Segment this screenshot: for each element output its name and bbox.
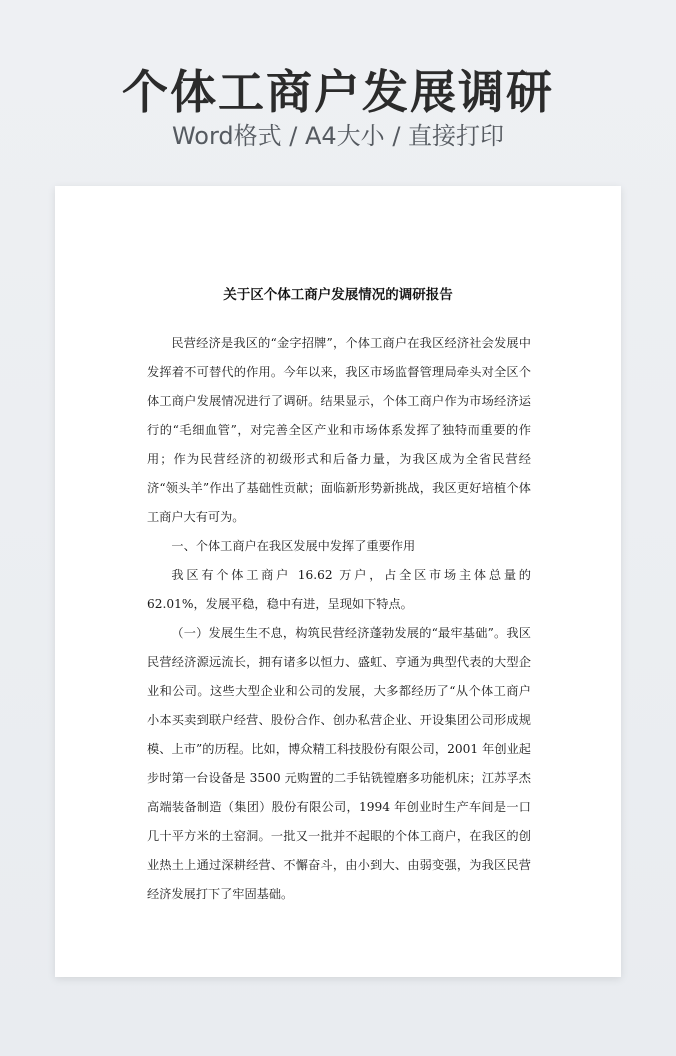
document-title: 关于区个体工商户发展情况的调研报告 (223, 287, 453, 303)
banner-subtitle: Word格式 / A4大小 / 直接打印 (171, 122, 505, 150)
document-page (55, 186, 621, 977)
paragraph-development: （一）发展生生不息，构筑民营经济蓬勃发展的“最牢基础”。我区民营经济源远流长，拥有诸多以恒力、盛虹、亨通为典型代表的大型企业和公司。这些大型企业和公司的发展，大多都经历了“从个体工商户小本买卖到联户经营、股份合作、创办私营企业、开设集团公司形成规模、上市”的历程。比如，博众精工科技股份有限公司，2001 年创业起步时第一台设备是 3500 元购置的二手钻铣镗磨多功能机床；江苏孚杰高端装备制造（集团）股份有限公司，1994 年创业时生产车间是一口几十平方米的土窑洞。一批又一批并不起眼的个体工商户，在我区的创业热土上通过深耕经营、不懈奋斗，由小到大、由弱变强，为我区民营经济发展打下了牢固基础。 (147, 626, 531, 901)
document-body (147, 329, 531, 909)
section-heading: 一、个体工商户在我区发展中发挥了重要作用 (171, 539, 416, 553)
paragraph-stats: 我区有个体工商户 16.62 万户，占全区市场主体总量的 62.01%，发展平稳，稳中有进，呈现如下特点。 (147, 568, 531, 611)
banner-title: 个体工商户发展调研 (122, 65, 554, 119)
paragraph-intro: 民营经济是我区的“金字招牌”，个体工商户在我区经济社会发展中发挥着不可替代的作用。今年以来，我区市场监督管理局牵头对全区个体工商户发展情况进行了调研。结果显示，个体工商户作为市场经济运行的“毛细血管”，对完善全区产业和市场体系发挥了独特而重要的作用；作为民营经济的初级形式和后备力量，为我区成为全省民营经济“领头羊”作出了基础性贡献；面临新形势新挑战，我区更好培植个体工商户大有可为。 (147, 336, 531, 524)
